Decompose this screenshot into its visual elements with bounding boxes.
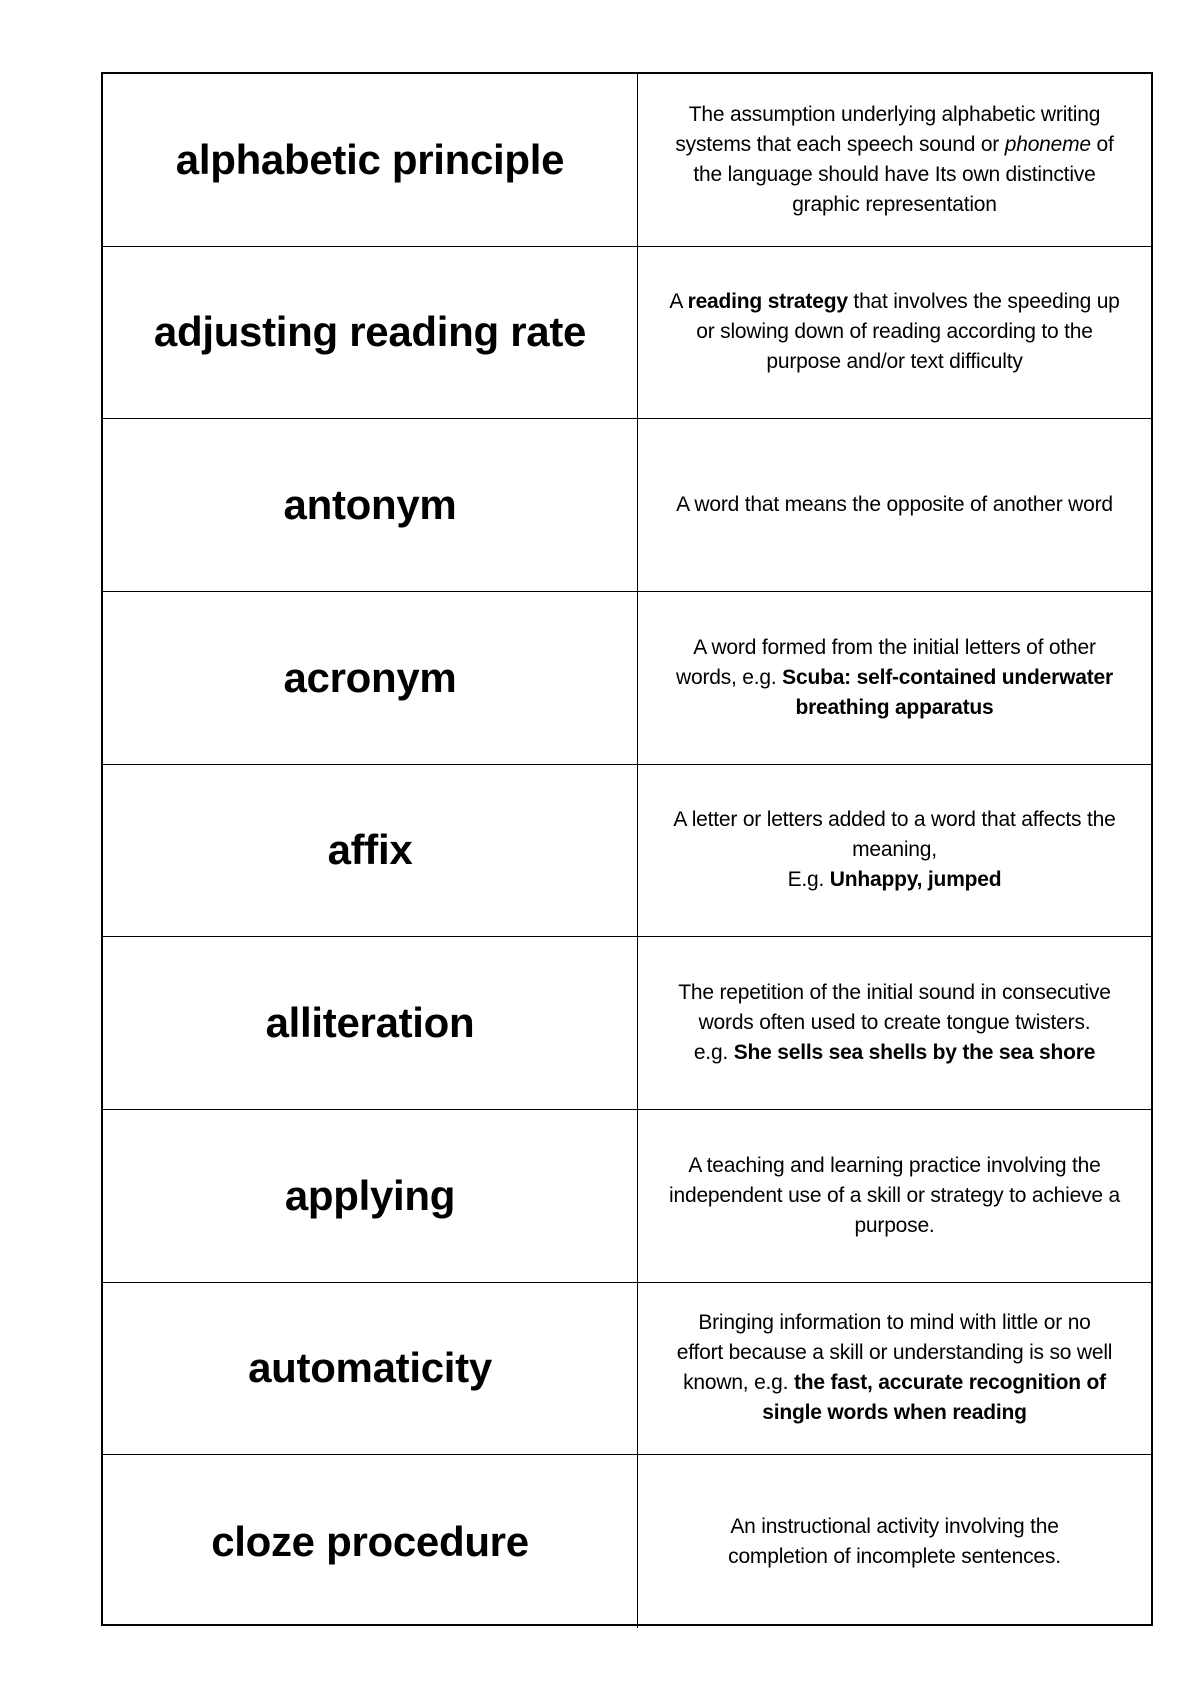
definition-cell [638,937,1151,1109]
definition-cell [638,592,1151,764]
term-cell: adjusting reading rate [103,247,638,419]
card-row [103,937,1151,1110]
definition-cell [638,1110,1151,1282]
definition-bold-text: Scuba: self-contained underwater [782,665,1113,689]
definition-line: A word formed from the initial letters of other [693,635,1096,659]
definition-cell [638,1455,1151,1628]
card-row [103,247,1151,420]
definition-text: e.g. [693,1041,734,1065]
definition-line: the language should have Its own distinctive [693,162,1096,186]
definition-text: that involves the speeding up [847,290,1120,314]
definition-line [694,1038,1095,1068]
card-row [103,74,1151,247]
term-cell: alliteration [103,937,638,1109]
definition-line: purpose and/or text difficulty [766,350,1023,374]
definition-bold-text: She sells sea shells by the sea shore [733,1041,1096,1065]
definition-line: A letter or letters added to a word that affects the [673,808,1116,832]
card-row [103,1455,1151,1628]
card-row [103,592,1151,765]
definition-line: single words when reading [762,1401,1027,1425]
definition-line: Bringing information to mind with little or no [698,1311,1091,1335]
definition-line [669,287,1119,317]
definition-italic-text: phoneme [1004,132,1091,156]
definition-line: or slowing down of reading according to the [696,320,1093,344]
definition-line: graphic representation [792,192,997,216]
definition-line: The repetition of the initial sound in consecutive [678,981,1111,1005]
definition-line: A teaching and learning practice involving the [688,1153,1101,1177]
definition-text: known, e.g. [683,1371,794,1395]
term-cell: automaticity [103,1283,638,1455]
card-row [103,1110,1151,1283]
definition-line: An instructional activity involving the [730,1514,1059,1538]
definition-line: words often used to create tongue twisters. [698,1011,1091,1035]
definition-cell [638,765,1151,937]
term-cell: affix [103,765,638,937]
definition-line: completion of incomplete sentences. [728,1544,1061,1568]
definition-text: of [1090,132,1114,156]
definition-bold-text: the fast, accurate recognition of [793,1371,1106,1395]
definition-line [788,865,1002,895]
term-cell: alphabetic principle [103,74,638,246]
definition-cell [638,419,1151,591]
definition-line: The assumption underlying alphabetic writing [688,102,1101,126]
definition-bold-text: reading strategy [687,290,848,314]
definition-cell [638,247,1151,419]
definition-text: words, e.g. [676,665,783,689]
card-row [103,419,1151,592]
definition-line: effort because a skill or understanding is so well [676,1341,1113,1365]
term-cell: acronym [103,592,638,764]
definition-cell [638,1283,1151,1455]
definition-line [675,130,1113,160]
definition-bold-text: Unhappy, jumped [829,868,1002,892]
definition-line: independent use of a skill or strategy to achieve a [669,1183,1120,1207]
term-cell: cloze procedure [103,1455,638,1628]
definition-line: purpose. [854,1213,935,1237]
definition-text: E.g. [787,868,830,892]
definition-line: meaning, [852,838,937,862]
card-row [103,765,1151,938]
definition-text: A [669,290,688,314]
definition-line [676,663,1113,693]
term-cell: applying [103,1110,638,1282]
card-row [103,1283,1151,1456]
flashcard-table [101,72,1153,1626]
definition-line: breathing apparatus [795,695,994,719]
term-cell: antonym [103,419,638,591]
definition-line [683,1368,1106,1398]
definition-cell [638,74,1151,246]
definition-text: systems that each speech sound or [675,132,1005,156]
definition-line: A word that means the opposite of another word [676,493,1113,517]
